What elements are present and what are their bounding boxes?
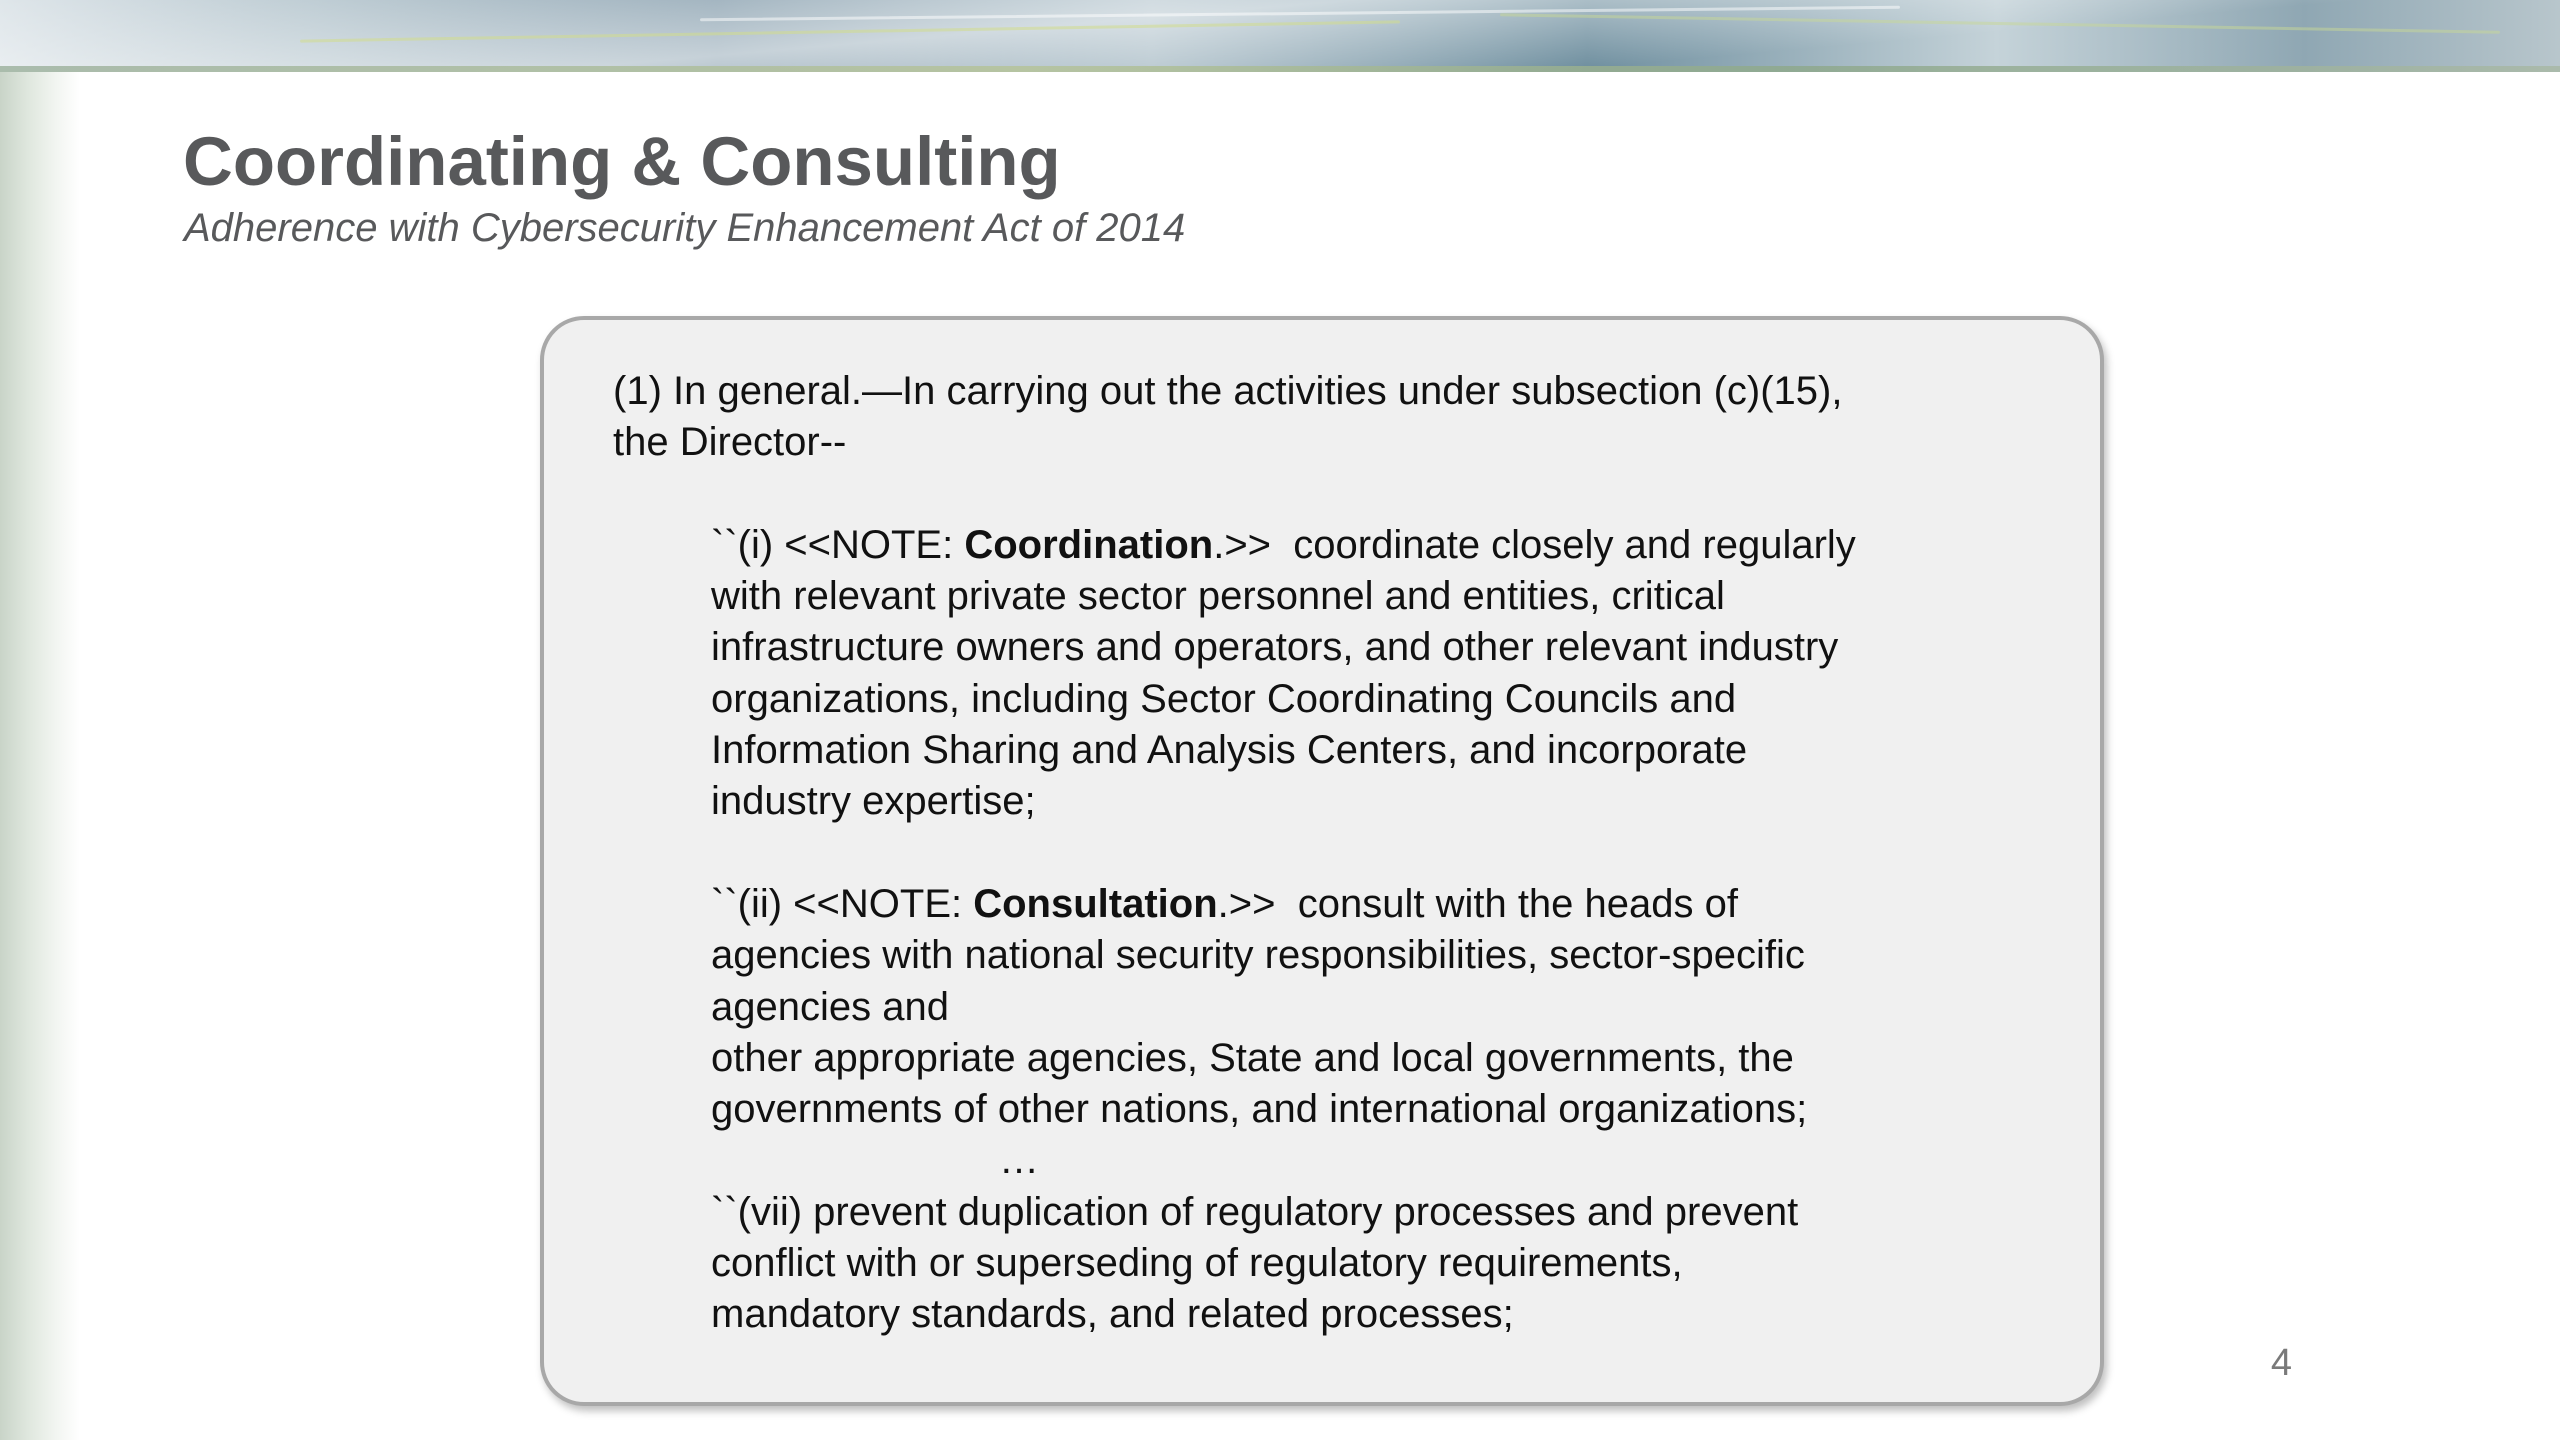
item-ii-note-term: Consultation xyxy=(973,881,1218,926)
item-i-after-note: .>> coordinate closely and regularly xyxy=(1213,522,1856,567)
item-i-paragraph xyxy=(613,520,2073,828)
item-ii-line: agencies and xyxy=(711,984,949,1029)
item-ii-line: governments of other nations, and international organizations; xyxy=(711,1087,1808,1132)
header-decorative-band xyxy=(0,0,2560,72)
paragraph-gap xyxy=(613,469,2073,520)
item-i-prefix: ``(i) <<NOTE: xyxy=(711,522,965,567)
item-i-line: organizations, including Sector Coordinating Councils and xyxy=(711,676,1737,721)
item-ii-line: other appropriate agencies, State and local governments, the xyxy=(711,1035,1794,1080)
slide-subtitle: Adherence with Cybersecurity Enhancement Act of 2014 xyxy=(184,206,1186,250)
item-i-note-term: Coordination xyxy=(964,522,1214,567)
intro-line: (1) In general.—In carrying out the activities under subsection (c)(15), xyxy=(613,369,1843,413)
item-i-line: with relevant private sector personnel and entities, critical xyxy=(711,574,1725,619)
item-vii-paragraph xyxy=(613,1187,2073,1341)
item-i-line: Information Sharing and Analysis Centers, and incorporate xyxy=(711,728,1748,773)
left-decorative-strip xyxy=(0,72,80,1440)
band-streak-accent xyxy=(300,20,1400,42)
content-body xyxy=(613,366,2073,1341)
intro-paragraph xyxy=(613,366,2073,469)
item-i-line: industry expertise; xyxy=(711,779,1036,824)
omission-ellipsis: … xyxy=(999,1138,1039,1183)
slide-title: Coordinating & Consulting xyxy=(183,123,1061,200)
page-number: 4 xyxy=(2270,1342,2292,1384)
band-streak-accent xyxy=(1500,13,2500,33)
item-ii-after-note: .>> consult with the heads of xyxy=(1217,881,1738,926)
item-i-line: infrastructure owners and operators, and other relevant industry xyxy=(711,625,1839,670)
intro-line: the Director-- xyxy=(613,420,847,465)
item-vii-line: mandatory standards, and related processes; xyxy=(711,1292,1514,1337)
item-vii-line: ``(vii) prevent duplication of regulatory processes and prevent xyxy=(711,1189,1799,1234)
item-ii-line: agencies with national security responsibilities, sector-specific xyxy=(711,933,1805,978)
item-ii-prefix: ``(ii) <<NOTE: xyxy=(711,881,974,926)
item-ii-paragraph xyxy=(613,879,2073,1135)
item-vii-line: conflict with or superseding of regulatory requirements, xyxy=(711,1241,1683,1286)
item-ii-first-line xyxy=(711,879,2073,930)
paragraph-gap xyxy=(613,828,2073,879)
item-i-first-line xyxy=(711,520,2073,571)
